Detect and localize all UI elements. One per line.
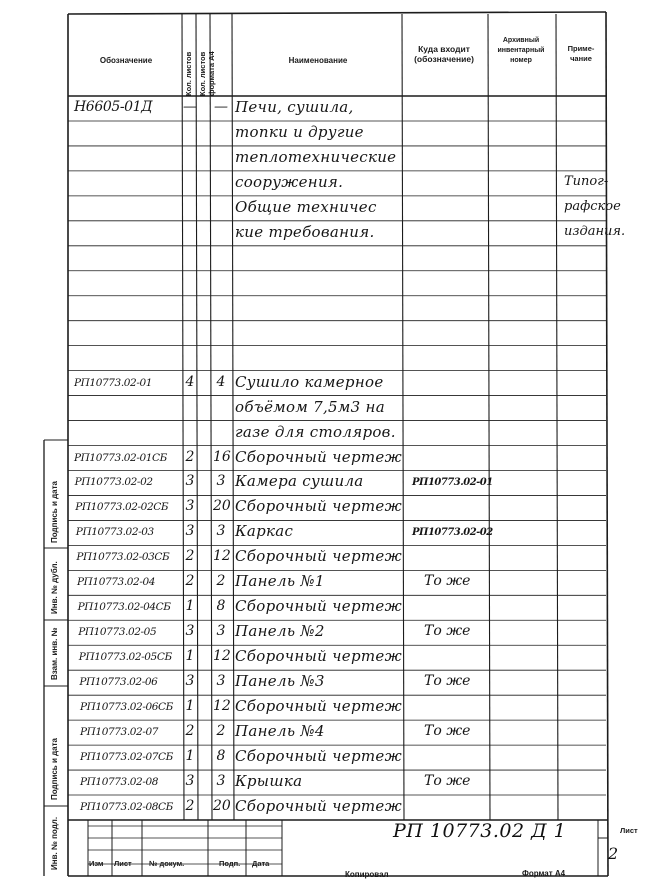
cell-a4-count: 2 (216, 573, 226, 590)
cell-name: Сборочный чертеж (235, 547, 402, 566)
tb-date: Дата (252, 859, 270, 868)
side-label-inv-dubl: Инв. № дубл. (50, 561, 59, 614)
cell-sheets-count: 3 (185, 623, 195, 640)
cell-name: Печи, сушила, (235, 98, 354, 116)
cell-name: Сушило камерное (235, 372, 384, 391)
cell-sheets-count: 2 (185, 798, 195, 815)
cell-a4-count: 8 (216, 598, 226, 615)
cell-name: Панель №3 (235, 672, 325, 691)
side-label-sign-date-2: Подпись и дата (50, 481, 59, 543)
frame-top (68, 12, 606, 14)
cell-sheets-count: 2 (185, 723, 195, 740)
header-where-included: Куда входит (обозначение) (414, 44, 474, 64)
cell-sheets-count: 1 (185, 598, 195, 615)
column-line-7 (556, 14, 558, 820)
cell-where-included: То же (424, 673, 471, 690)
header-a4-count (198, 20, 216, 96)
cell-sheets-count: 3 (185, 473, 195, 490)
cell-designation: РП10773.02-06СБ (80, 701, 173, 714)
column-line-4 (232, 14, 234, 820)
cell-a4-count: 12 (213, 648, 231, 665)
cell-sheets-count: 2 (185, 573, 195, 590)
cell-name: объёмом 7,5м3 на (235, 397, 385, 416)
cell-a4-count: 3 (216, 623, 226, 640)
cell-designation: РП10773.02-04 (77, 576, 156, 589)
cell-name: Сборочный чертеж (235, 747, 402, 766)
cell-where-included: То же (424, 723, 471, 740)
cell-name: кие требования. (235, 222, 375, 241)
tb-sheet-label: Лист (620, 826, 638, 835)
cell-where-included: То же (424, 623, 471, 640)
cell-designation: РП10773.02-04СБ (77, 601, 171, 614)
cell-designation: Н6605-01Д (74, 99, 153, 115)
cell-a4-count: 12 (213, 548, 231, 565)
tb-sign: Подп. (219, 859, 241, 868)
header-name: Наименование (288, 56, 348, 65)
cell-designation: РП10773.02-05 (78, 626, 157, 639)
cell-name: Сборочный чертеж (235, 447, 402, 466)
cell-a4-count: 20 (213, 798, 231, 815)
side-label-vzam-inv: Взам. инв. № (50, 627, 59, 680)
cell-a4-count: 3 (216, 473, 226, 490)
cell-sheets-count: 2 (185, 448, 195, 465)
cell-name: Сборочный чертеж (235, 647, 402, 666)
cell-name: Панель №2 (235, 622, 325, 641)
column-line-6 (488, 14, 490, 820)
header-designation: Обозначение (99, 56, 153, 65)
cell-designation: РП10773.02-08СБ (80, 801, 173, 814)
cell-sheets-count: — (183, 99, 197, 115)
cell-sheets-count: 1 (185, 648, 195, 665)
cell-name: Камера сушила (235, 472, 364, 491)
side-label-sign-date-1: Подпись и дата (50, 738, 59, 800)
cell-a4-count: 20 (213, 498, 231, 515)
cell-sheets-count: 3 (185, 773, 195, 790)
document-number: РП 10773.02 Д 1 (393, 820, 567, 842)
cell-sheets-count: 3 (185, 498, 195, 515)
frame-right (606, 12, 608, 876)
cell-sheets-count: 1 (185, 748, 195, 765)
cell-name: Сборочный чертеж (235, 697, 402, 716)
cell-designation: РП10773.02-01 (74, 376, 153, 389)
cell-designation: РП10773.02-03СБ (76, 551, 170, 564)
cell-a4-count: 12 (213, 698, 231, 715)
column-line-3 (210, 14, 212, 820)
header-note: Приме-чание (567, 44, 595, 63)
cell-a4-count: 3 (216, 773, 226, 790)
cell-a4-count: 3 (216, 673, 226, 690)
cell-name: Крышка (235, 772, 303, 791)
cell-name: Сборочный чертеж (235, 497, 402, 516)
cell-name: газе для столяров. (235, 422, 396, 441)
cell-sheets-count: 1 (185, 698, 195, 715)
cell-name: Сборочный чертеж (235, 797, 402, 816)
cell-name: Панель №1 (235, 572, 325, 591)
sheet-number: 2 (608, 844, 619, 863)
cell-name: Сборочный чертеж (235, 597, 402, 616)
cell-a4-count: — (214, 99, 228, 115)
cell-designation: РП10773.02-08 (80, 776, 159, 789)
cell-name: сооружения. (235, 172, 344, 191)
cell-where-included: То же (424, 573, 471, 590)
cell-designation: РП10773.02-07 (80, 726, 159, 739)
cell-designation: РП10773.02-02 (74, 476, 153, 489)
cell-sheets-count: 2 (185, 548, 195, 565)
cell-a4-count: 3 (216, 523, 226, 540)
footer-copied: Копировал (345, 870, 389, 879)
footer-format: Формат А4 (522, 869, 566, 878)
header-a4-count-text: Кол. листов формата А4 (198, 51, 216, 96)
cell-where-included: То же (424, 773, 471, 790)
cell-note: рафское (564, 198, 621, 214)
cell-designation: РП10773.02-05СБ (78, 651, 172, 664)
cell-name: топки и другие (235, 122, 364, 141)
cell-designation: РП10773.02-01СБ (74, 451, 167, 464)
cell-a4-count: 8 (216, 748, 226, 765)
cell-designation: РП10773.02-06 (79, 676, 158, 689)
cell-a4-count: 2 (216, 723, 226, 740)
cell-a4-count: 16 (213, 448, 231, 465)
cell-designation: РП10773.02-03 (75, 526, 154, 539)
side-label-inv-podl: Инв. № подл. (50, 816, 59, 870)
column-line-5 (402, 14, 404, 820)
cell-sheets-count: 3 (185, 523, 195, 540)
header-archive-number: Архивный инвентарный номер (497, 37, 545, 64)
cell-name: Каркас (235, 522, 294, 541)
header-sheets-count: Кол. листов (184, 51, 193, 96)
cell-name: Панель №4 (235, 722, 325, 741)
tb-list: Лист (114, 859, 132, 868)
cell-sheets-count: 3 (185, 673, 195, 690)
cell-where-included: РП10773.02-02 (412, 527, 493, 539)
cell-a4-count: 4 (216, 373, 226, 390)
tb-doc-no: № докум. (149, 859, 185, 868)
cell-sheets-count: 4 (185, 373, 195, 390)
cell-where-included: РП10773.02-01 (412, 477, 493, 489)
cell-designation: РП10773.02-02СБ (75, 501, 169, 514)
tb-izm: Изм (89, 859, 104, 868)
cell-note: Типог- (564, 173, 609, 189)
cell-note: издания. (564, 223, 626, 239)
cell-name: теплотехнические (235, 147, 397, 166)
cell-designation: РП10773.02-07СБ (80, 751, 173, 764)
cell-name: Общие техничес (235, 197, 377, 216)
